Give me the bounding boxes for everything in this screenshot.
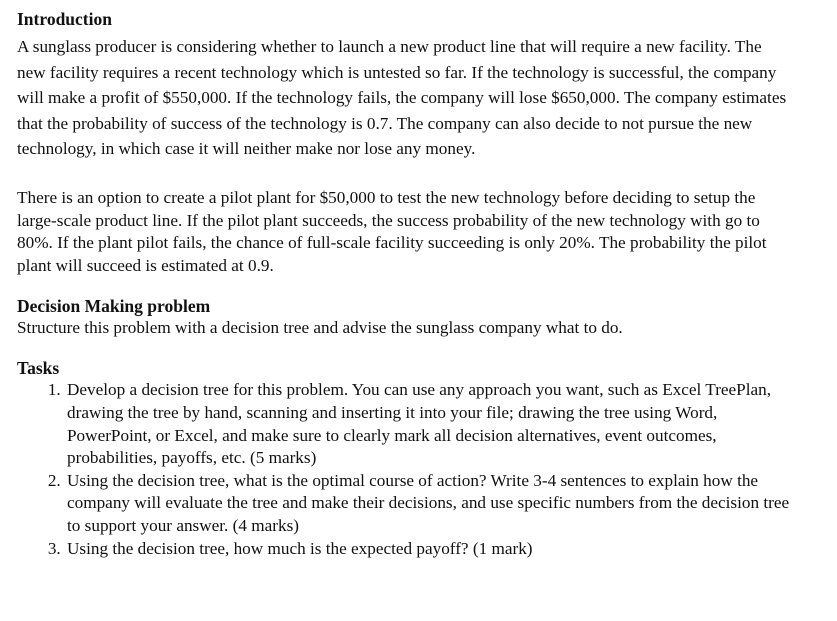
introduction-paragraph-2: There is an option to create a pilot plant for $50,000 to test the new technology before deciding to setup the large-scale product line. If the pilot plant succeeds, the success probability of the new technology with go to 80%. If the plant pilot fails, the chance of full-scale facility succeeding is only 20%. The probability the pilot plant will succeed is estimated at 0.9.: [17, 187, 767, 275]
task-item-2: 2. Using the decision tree, what is the optimal course of action? Write 3-4 sentences to explain how the company will evaluate the tree and make their decisions, and use specific numbers from the decision tree to support your answer. (4 marks): [65, 470, 793, 538]
tasks-section: [17, 357, 793, 560]
tasks-heading: Tasks: [17, 358, 60, 379]
introduction-paragraph-1: A sunglass producer is considering whether to launch a new product line that will require a new facility. The new facility requires a recent technology which is untested so far. If the technology is successful, the company will make a profit of $550,000. If the technology fails, the company will lose $650,000. The company estimates that the probability of success of the technology is 0.7. The company can also decide to not pursue the new technology, in which case it will neither make nor lose any money.: [17, 37, 787, 159]
introduction-heading: Introduction: [17, 9, 112, 29]
decision-making-section: [17, 295, 793, 339]
introduction-section: [17, 8, 793, 277]
decision-making-text: Structure this problem with a decision tree and advise the sunglass company what to do.: [17, 318, 623, 338]
tasks-list: [17, 379, 793, 560]
task-item-1: 1. Develop a decision tree for this problem. You can use any approach you want, such as Excel TreePlan, drawing the tree by hand, scanning and inserting it into your file; drawing the tree using Word, PowerPoint, or Excel, and make sure to clearly mark all decision alternatives, event outcomes, probabilities, payoffs, etc. (5 marks): [65, 379, 793, 469]
decision-making-heading: Decision Making problem: [17, 296, 211, 317]
task-item-3: 3. Using the decision tree, how much is the expected payoff? (1 mark): [65, 538, 793, 561]
